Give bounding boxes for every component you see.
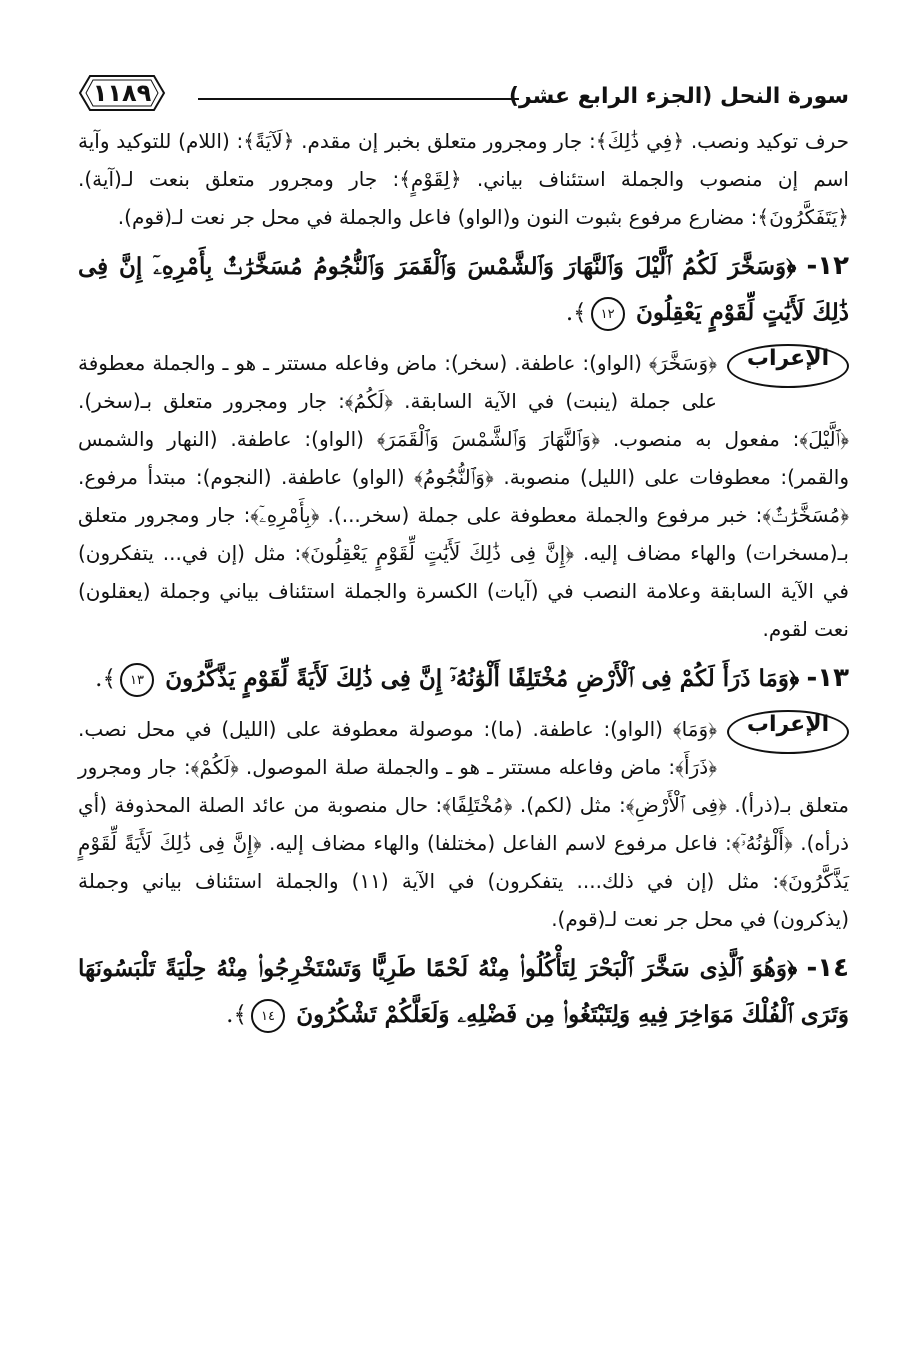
verse-number: ١٢- [806,251,850,281]
irab-section [78,344,849,648]
verse-close: ﴾. [95,666,116,692]
irab-text: ﴿وَسَخَّرَ﴾ (الواو): عاطفة. (سخر): ماض وفاعله مستتر ـ هو ـ والجملة معطوفة على جملة (ينبت) في الآية السابقة. ﴿لَكُمُ﴾: جار ومجرور متعلق بـ(سخر). ﴿ٱلَّيْلَ﴾: مفعول به منصوب. ﴿وَٱلنَّهَارَ وَٱلشَّمْسَ وَٱلْقَمَرَ﴾ (الواو): عاطفة. (النهار والشمس والقمر): معطوفات على (الليل) منصوبة. ﴿وَٱلنُّجُومُ﴾ (الواو) عاطفة. (النجوم): مبتدأ مرفوع. ﴿مُسَخَّرَٰتٌۢ﴾: خبر مرفوع والجملة معطوفة على جملة (سخر...). ﴿بِأَمْرِهِۦٓ﴾: جار ومجرور متعلق بـ(مسخرات) والهاء مضاف إليه. ﴿إِنَّ فِى ذَٰلِكَ لَأَيَٰتٍ لِّقَوْمٍ يَعْقِلُونَ﴾: مثل (إن في... يتفكرون) في الآية السابقة وعلامة النصب في (آيات) الكسرة والجملة استئناف بياني وجملة (يعقلون) نعت لقوم. [78,351,849,641]
irab-label: الإعراب [727,710,849,754]
surah-title: سورة النحل (الجزء الرابع عشر) [508,84,849,109]
verse-text: ﴿وَهُوَ ٱلَّذِى سَخَّرَ ٱلْبَحْرَ لِتَأْكُلُوا۟ مِنْهُ لَحْمًا طَرِيًّا وَتَسْتَخْرِجُوا۟ مِنْهُ حِلْيَةً تَلْبَسُونَهَا وَتَرَى ٱلْفُلْكَ مَوَاخِرَ فِيهِ وَلِتَبْتَغُوا۟ مِن فَضْلِهِۦ وَلَعَلَّكُمْ تَشْكُرُونَ [78,955,849,1028]
page-number: ١١٨٩ [92,79,152,107]
irab-text: ﴿وَمَا﴾ (الواو): عاطفة. (ما): موصولة معطوفة على (الليل) في محل نصب. ﴿ذَرَأَ﴾: ماض وفاعله مستتر ـ هو ـ والجملة صلة الموصول. ﴿لَكُمْ﴾: جار ومجرور متعلق بـ(ذرأ). ﴿فِى ٱلْأَرْضِ﴾: مثل (لكم). ﴿مُخْتَلِفًا﴾: حال منصوبة من عائد الصلة المحذوفة (أي ذرأه). ﴿أَلْوَٰنُهُۥٓ﴾: فاعل مرفوع لاسم الفاعل (مختلفا) والهاء مضاف إليه. ﴿إِنَّ فِى ذَٰلِكَ لَأَيَةً لِّقَوْمٍ يَذَّكَّرُونَ﴾: مثل (إن في ذلك.... يتفكرون) في الآية (١١) والجملة استئناف بياني وجملة (يذكرون) في محل جر نعت لـ(قوم). [78,717,849,931]
header-rule [198,98,519,100]
verse-number: ١٤- [806,953,849,983]
irab-label: الإعراب [727,344,849,388]
verse-14 [78,946,849,1038]
page-header [78,62,849,122]
ayah-end-icon: ١٣ [120,663,154,697]
irab-section [78,710,849,938]
intro-paragraph: حرف توكيد ونصب. ﴿فِي ذَٰلِكَ﴾: جار ومجرور متعلق بخبر إن مقدم. ﴿لَآيَةً﴾: (اللام) للتوكيد وآية اسم إن منصوب والجملة استئناف بياني. ﴿لِقَوْمٍ﴾: جار ومجرور متعلق بنعت لـ(آية). ﴿يَتَفَكَّرُونَ﴾: مضارع مرفوع بثبوت النون و(الواو) فاعل والجملة في محل جر نعت لـ(قوم). [78,129,849,229]
ayah-end-icon: ١٢ [591,297,625,331]
page-number-badge [78,72,166,114]
verse-number: ١٣- [806,663,849,693]
ayah-end-icon: ١٤ [251,999,285,1033]
verse-text: ﴿وَسَخَّرَ لَكُمُ ٱلَّيْلَ وَٱلنَّهَارَ وَٱلشَّمْسَ وَٱلْقَمَرَ وَٱلنُّجُومُ مُسَخَّرَٰتٌۢ بِأَمْرِهِۦٓ إِنَّ فِى ذَٰلِكَ لَأَيَٰتٍ لِّقَوْمٍ يَعْقِلُونَ [78,253,849,326]
verse-close: ﴾. [565,300,587,326]
verse-13 [78,656,849,702]
page [78,62,849,1329]
verse-text: ﴿وَمَا ذَرَأَ لَكُمْ فِى ٱلْأَرْضِ مُخْتَلِفًا أَلْوَٰنُهُۥٓ إِنَّ فِى ذَٰلِكَ لَأَيَةً لِّقَوْمٍ يَذَّكَّرُونَ [165,665,800,692]
verse-close: ﴾. [226,1002,247,1028]
verse-12 [78,244,849,336]
